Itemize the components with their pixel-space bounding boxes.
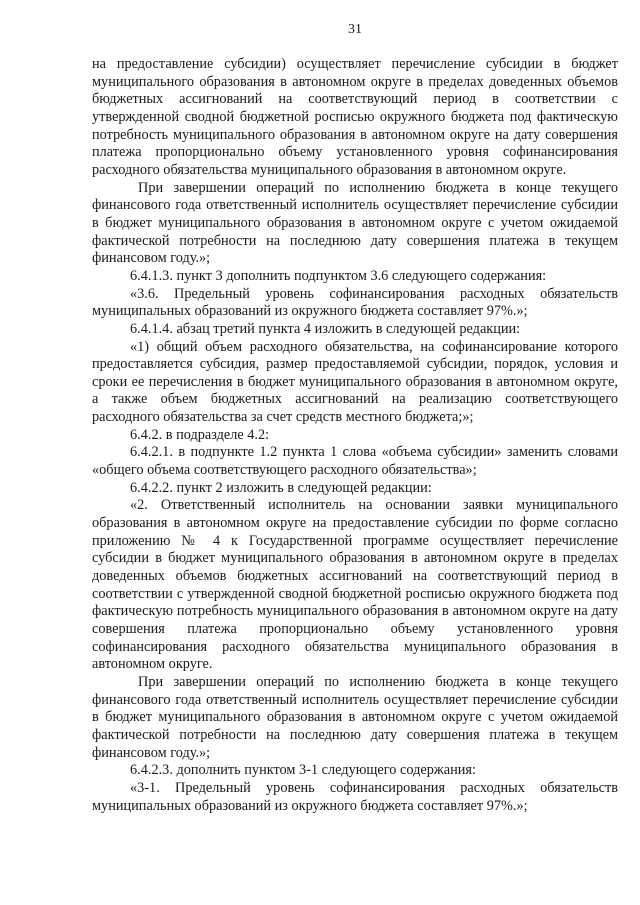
paragraph: 6.4.2.1. в подпункте 1.2 пункта 1 слова «объема субсидии» заменить словами «общего объема соответствующего расходного обязательства»; [92, 444, 618, 479]
paragraph: «2. Ответственный исполнитель на основании заявки муниципального образования в автономном округе на предоставление субсидии по форме согласно приложению № 4 к Государственной программе осуществляет перечисление субсидии в бюджет муниципального образования в автономном округе в пределах доведенных объемов бюджетных ассигнований на соответствующий период в соответствии с утвержденной сводной бюджетной росписью окружного бюджета под фактическую потребность муниципального образования в автономном округе на дату совершения платежа пропорционально объему установленного уровня софинансирования расходного обязательства муниципального образования в автономном округе. [92, 497, 618, 673]
paragraph: 6.4.2.2. пункт 2 изложить в следующей редакции: [130, 479, 432, 496]
paragraph: «3.6. Предельный уровень софинансирования расходных обязательств муниципальных образований из окружного бюджета составляет 97%.»; [92, 285, 618, 320]
paragraph: 6.4.2. в подразделе 4.2: [130, 426, 270, 443]
paragraph: «1) общий объем расходного обязательства, на софинансирование которого предоставляется субсидия, размер предоставляемой субсидии, порядок, условия и сроки ее перечисления в бюджет муниципального образования в автономном округе, а также объем бюджетных ассигнований на реализацию соответствующего расходного обязательства за счет средств местного бюджета;»; [92, 338, 618, 426]
page-number: 31 [348, 22, 362, 37]
paragraph: 6.4.1.4. абзац третий пункта 4 изложить в следующей редакции: [130, 320, 521, 337]
paragraph: «3-1. Предельный уровень софинансирования расходных обязательств муниципальных образований из окружного бюджета составляет 97%.»; [92, 779, 618, 814]
paragraph: При завершении операций по исполнению бюджета в конце текущего финансового года ответственный исполнитель осуществляет перечисление субсидии в бюджет муниципального образования в автономном округе с учетом ожидаемой фактической потребности на последнюю дату совершения платежа в текущем финансовом году.»; [92, 179, 618, 267]
paragraph: 6.4.2.3. дополнить пунктом 3-1 следующего содержания: [130, 762, 476, 779]
paragraph: 6.4.1.3. пункт 3 дополнить подпунктом 3.6 следующего содержания: [130, 267, 547, 284]
document-body [92, 56, 618, 815]
paragraph: на предоставление субсидии) осуществляет перечисление субсидии в бюджет муниципального образования в автономном округе в пределах доведенных объемов бюджетных ассигнований на соответствующий период в соответствии с утвержденной сводной бюджетной росписью окружного бюджета под фактическую потребность муниципального образования в автономном округе на дату совершения платежа пропорционально объему установленного уровня софинансирования расходного обязательства муниципального образования в автономном округе. [92, 56, 618, 178]
paragraph: При завершении операций по исполнению бюджета в конце текущего финансового года ответственный исполнитель осуществляет перечисление субсидии в бюджет муниципального образования в автономном округе с учетом ожидаемой фактической потребности на последнюю дату совершения платежа в текущем финансовом году.»; [92, 673, 618, 761]
